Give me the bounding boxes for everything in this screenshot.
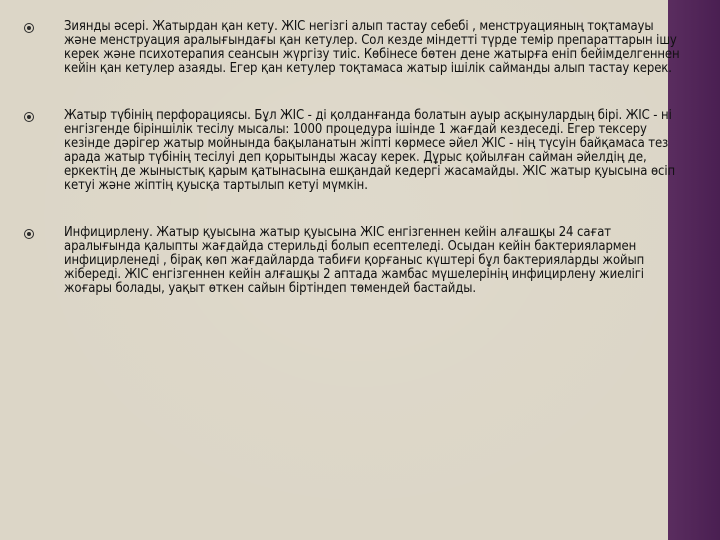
bullet-text: Инфицирлену. Жатыр қуысына жатыр қуысына ЖІС енгізгеннен кейін алғашқы 24 сағат аралығында қалыпты жағдайда стерильді болып есептеледі. Осыдан кейін бактериялармен инфицирленеді , бірақ көп жағдайларда табиғи қорғаныс күштері бұл бактерияларды жойып жібереді. ЖІС енгізгеннен кейін алғашқы 2 аптада жамбас мүшелерінің инфицирлену жиелігі жоғары болады, уақыт өткен сайын біртіндеп төмендей бастайды.	[64, 225, 645, 296]
bullet-list	[24, 20, 680, 329]
list-item	[24, 20, 680, 76]
bullet-text: Зиянды әсері. Жатырдан қан кету. ЖІС негізгі алып тастау себебі , менструацияның тоқтамауы және менструация аралығындағы қан кетулер. Сол кезде міндетті түрде темір препараттарын ішу керек және психотерапия сеансын жүргізу тиіс. Көбінесе бөтен дене жатырға еніп бейімделгеннен кейін қан кетулер азаяды. Егер қан кетулер тоқтамаса жатыр ішілік сайманды алып тастау керек.	[64, 19, 680, 76]
bullet-text: Жатыр түбінің перфорациясы. Бұл ЖІС - ді қолданғанда болатын ауыр асқынулардың бірі. ЖІС - ні енгізгенде біріншілік тесілу мысалы: 1000 процедура ішінде 1 жағдай кездеседі. Егер тексеру кезінде дәрігер жатыр мойнында бақыланатын жіпті көрмесе әйел ЖІС - нің түсуін байқамаса тез арада жатыр түбінің тесілуі деп қорытынды жасау керек. Дұрыс қойылған сайман әйелдің де, еркектің де жыныстық қарым қатынасына ешқандай кедергі жасамайды. ЖІС жатыр қуысына өсіп кетуі және жіптің қуысқа тартылып кетуі мүмкін.	[64, 108, 676, 193]
list-item	[24, 226, 680, 296]
circle-bullet-icon	[24, 112, 34, 122]
circle-bullet-icon	[24, 229, 34, 239]
list-item	[24, 109, 680, 193]
circle-bullet-icon	[24, 23, 34, 33]
